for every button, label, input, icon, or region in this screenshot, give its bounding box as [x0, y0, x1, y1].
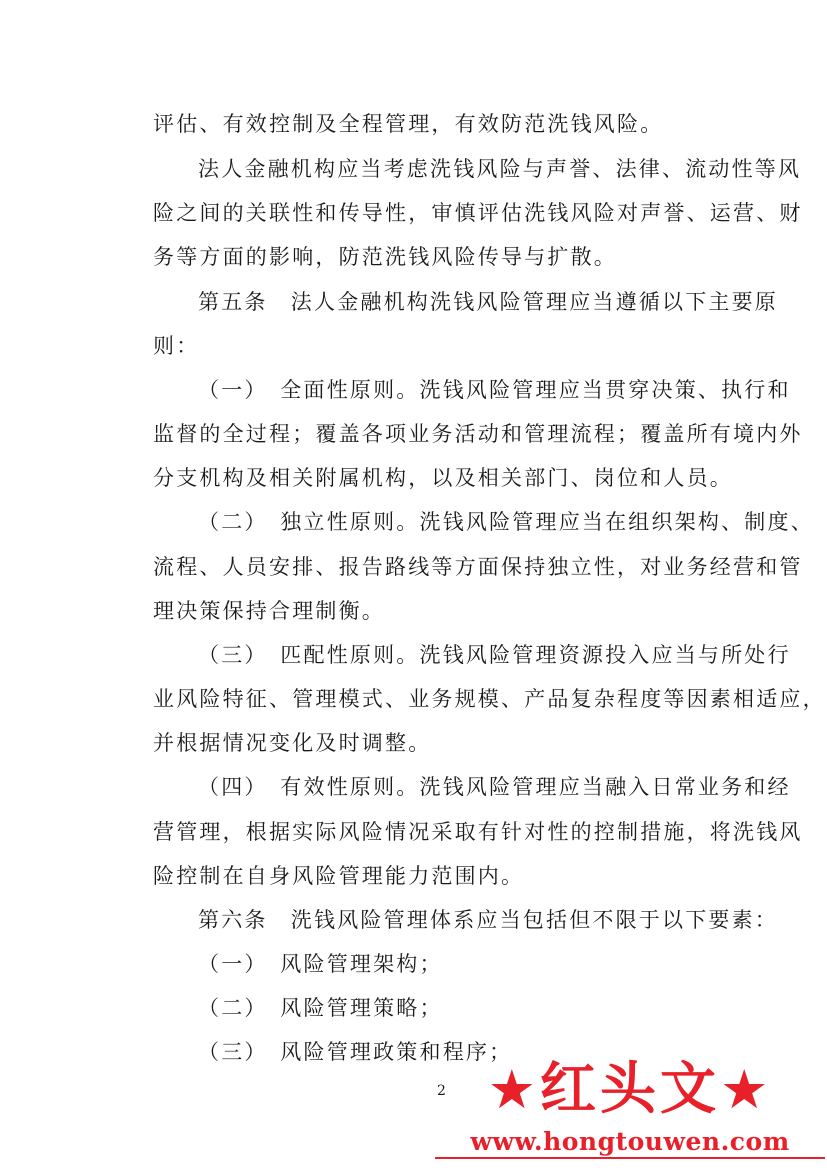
- watermark-title: 红头文: [540, 1057, 720, 1122]
- principle-3-line-1: （三） 匹配性原则。洗钱风险管理资源投入应当与所处行: [198, 643, 791, 667]
- principle-4-line-3: 险控制在自身风险管理能力范围内。: [153, 864, 525, 888]
- element-3: （三） 风险管理政策和程序；: [198, 1040, 513, 1064]
- principle-3-line-3: 并根据情况变化及时调整。: [153, 731, 432, 755]
- element-2: （二） 风险管理策略；: [198, 996, 443, 1020]
- watermark-url: www.hongtouwen.com: [470, 1127, 790, 1156]
- text-line-4: 务等方面的影响，防范洗钱风险传导与扩散。: [153, 245, 617, 269]
- watermark-title-row: [455, 1057, 805, 1123]
- principle-1-line-1: （一） 全面性原则。洗钱风险管理应当贯穿决策、执行和: [198, 378, 791, 402]
- principle-1-line-3: 分支机构及相关附属机构，以及相关部门、岗位和人员。: [153, 466, 733, 490]
- star-icon: ★: [720, 1058, 773, 1121]
- text-line-3: 险之间的关联性和传导性，审慎评估洗钱风险对声誉、运营、财: [153, 201, 803, 225]
- watermark-underline: [435, 1157, 825, 1159]
- element-1: （一） 风险管理架构；: [198, 952, 443, 976]
- principle-4-line-2: 营管理，根据实际风险情况采取有针对性的控制措施，将洗钱风: [153, 820, 803, 844]
- star-icon: ★: [487, 1058, 540, 1121]
- page-number: 2: [437, 1083, 446, 1099]
- principle-3-line-2: 业风险特征、管理模式、业务规模、产品复杂程度等因素相适应，: [153, 687, 826, 711]
- principle-2-line-3: 理决策保持合理制衡。: [153, 599, 385, 623]
- text-line-2: 法人金融机构应当考虑洗钱风险与声誉、法律、流动性等风: [198, 157, 802, 181]
- watermark: [455, 1057, 805, 1157]
- article-6-heading: 第六条 洗钱风险管理体系应当包括但不限于以下要素：: [198, 908, 778, 932]
- principle-2-line-1: （二） 独立性原则。洗钱风险管理应当在组织架构、制度、: [198, 510, 814, 534]
- principle-2-line-2: 流程、人员安排、报告路线等方面保持独立性，对业务经营和管: [153, 555, 803, 579]
- principle-1-line-2: 监督的全过程；覆盖各项业务活动和管理流程；覆盖所有境内外: [153, 422, 803, 446]
- principle-4-line-1: （四） 有效性原则。洗钱风险管理应当融入日常业务和经: [198, 775, 791, 799]
- text-line-1: 评估、有效控制及全程管理，有效防范洗钱风险。: [153, 112, 664, 136]
- article-5-heading: 第五条 法人金融机构洗钱风险管理应当遵循以下主要原: [198, 290, 778, 314]
- text-line-6: 则：: [153, 334, 200, 358]
